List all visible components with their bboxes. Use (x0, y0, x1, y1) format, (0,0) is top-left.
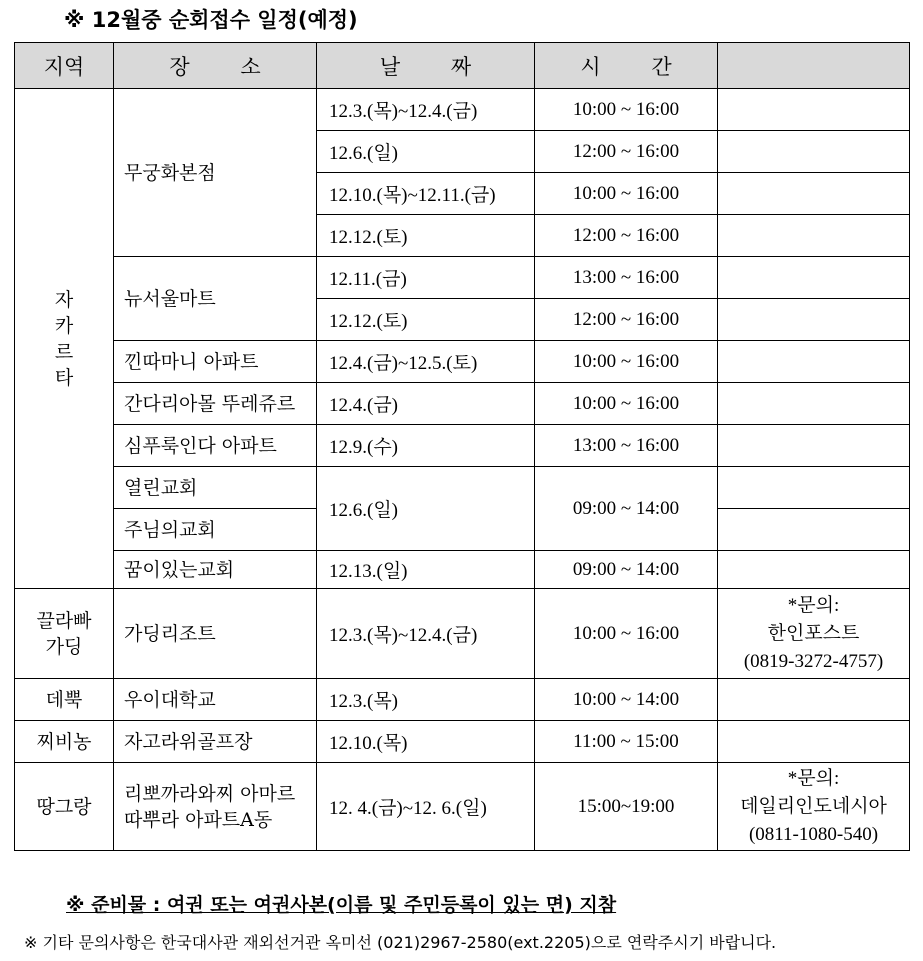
place-lippo: 리뽀까라와찌 아마르 따뿌라 아파트A동 (114, 763, 317, 851)
note-cell (718, 425, 910, 467)
table-row (15, 763, 910, 851)
time-cell: 10:00 ~ 16:00 (535, 89, 718, 131)
table-row (15, 679, 910, 721)
table-row (15, 89, 910, 131)
date-cell: 12.3.(목) (317, 679, 535, 721)
date-cell: 12.4.(금) (317, 383, 535, 425)
date-cell: 12.10.(목) (317, 721, 535, 763)
time-cell: 12:00 ~ 16:00 (535, 131, 718, 173)
table-row (15, 467, 910, 509)
schedule-table (14, 42, 910, 851)
note-cell (718, 551, 910, 589)
place-junim: 주님의교회 (114, 509, 317, 551)
date-cell: 12.12.(토) (317, 299, 535, 341)
date-cell: 12.11.(금) (317, 257, 535, 299)
table-row (15, 341, 910, 383)
date-cell: 12.13.(일) (317, 551, 535, 589)
date-cell: 12. 4.(금)~12. 6.(일) (317, 763, 535, 851)
header-time: 시 간 (535, 43, 718, 89)
note-cell (718, 215, 910, 257)
place-gandaria: 간다리아몰 뚜레쥬르 (114, 383, 317, 425)
date-cell: 12.9.(수) (317, 425, 535, 467)
table-row (15, 425, 910, 467)
table-row (15, 551, 910, 589)
time-cell: 13:00 ~ 16:00 (535, 425, 718, 467)
place-kintamani: 낀따마니 아파트 (114, 341, 317, 383)
time-cell: 10:00 ~ 16:00 (535, 383, 718, 425)
note-cell (718, 509, 910, 551)
time-cell: 13:00 ~ 16:00 (535, 257, 718, 299)
time-cell: 09:00 ~ 14:00 (535, 467, 718, 551)
note-cell (718, 467, 910, 509)
time-cell: 12:00 ~ 16:00 (535, 299, 718, 341)
note-cell (718, 89, 910, 131)
note-tangerang: *문의: 데일리인도네시아 (0811-1080-540) (718, 763, 910, 851)
header-place: 장 소 (114, 43, 317, 89)
date-cell: 12.10.(목)~12.11.(금) (317, 173, 535, 215)
note-cell (718, 257, 910, 299)
header-row (15, 43, 910, 89)
note-cell (718, 721, 910, 763)
date-cell: 12.6.(일) (317, 131, 535, 173)
note-cell (718, 131, 910, 173)
time-cell: 10:00 ~ 16:00 (535, 589, 718, 679)
region-depok: 데뿍 (15, 679, 114, 721)
region-tangerang: 땅그랑 (15, 763, 114, 851)
place-new-seoul: 뉴서울마트 (114, 257, 317, 341)
date-cell: 12.4.(금)~12.5.(토) (317, 341, 535, 383)
date-cell: 12.3.(목)~12.4.(금) (317, 89, 535, 131)
time-cell: 11:00 ~ 15:00 (535, 721, 718, 763)
header-region: 지역 (15, 43, 114, 89)
place-kkum: 꿈이있는교회 (114, 551, 317, 589)
note-gading: *문의: 한인포스트 (0819-3272-4757) (718, 589, 910, 679)
time-cell: 10:00 ~ 16:00 (535, 173, 718, 215)
header-note (718, 43, 910, 89)
place-jagorawi: 자고라위골프장 (114, 721, 317, 763)
table-row (15, 721, 910, 763)
note-cell (718, 173, 910, 215)
table-row (15, 589, 910, 679)
place-ui: 우이대학교 (114, 679, 317, 721)
time-cell: 10:00 ~ 14:00 (535, 679, 718, 721)
footer-prep-note: ※ 준비물 : 여권 또는 여권사본(이름 및 주민등록이 있는 면) 지참 (66, 894, 617, 916)
date-cell: 12.12.(토) (317, 215, 535, 257)
table-row (15, 383, 910, 425)
date-cell: 12.3.(목)~12.4.(금) (317, 589, 535, 679)
table-row (15, 257, 910, 299)
page-title: ※ 12월중 순회접수 일정(예정) (64, 8, 358, 32)
note-cell (718, 383, 910, 425)
header-date: 날 짜 (317, 43, 535, 89)
time-cell: 09:00 ~ 14:00 (535, 551, 718, 589)
region-kelapa-gading: 끌라빠 가딩 (15, 589, 114, 679)
place-simprug: 심푸룩인다 아파트 (114, 425, 317, 467)
region-jakarta: 자 카 르 타 (15, 89, 114, 589)
note-cell (718, 341, 910, 383)
place-gading-resort: 가딩리조트 (114, 589, 317, 679)
time-cell: 12:00 ~ 16:00 (535, 215, 718, 257)
time-cell: 15:00~19:00 (535, 763, 718, 851)
place-yeollin: 열린교회 (114, 467, 317, 509)
place-mugunghwa: 무궁화본점 (114, 89, 317, 257)
region-cibinong: 찌비농 (15, 721, 114, 763)
note-cell (718, 679, 910, 721)
date-cell: 12.6.(일) (317, 467, 535, 551)
footer-inquiry-note: ※ 기타 문의사항은 한국대사관 재외선거관 옥미선 (021)2967-2580(ext.2205)으로 연락주시기 바랍니다. (24, 933, 777, 952)
time-cell: 10:00 ~ 16:00 (535, 341, 718, 383)
note-cell (718, 299, 910, 341)
